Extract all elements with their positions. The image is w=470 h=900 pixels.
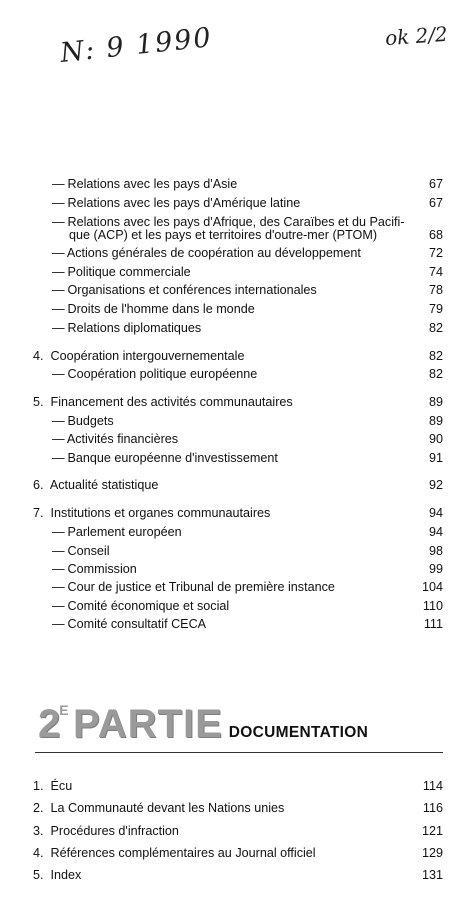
toc-item-bei[interactable]: — Banque européenne d'investissement — [52, 451, 278, 465]
toc-item-asie[interactable]: — Relations avec les pays d'Asie — [52, 177, 238, 191]
toc-page: 78 — [428, 283, 443, 297]
part2-divider — [35, 752, 443, 753]
toc-page: 104 — [421, 580, 443, 594]
toc-item-activites-financieres[interactable]: — Activités financières — [52, 432, 179, 446]
part2-heading — [38, 702, 368, 748]
toc-page: 90 — [428, 432, 443, 446]
toc-item-amerique-latine[interactable]: — Relations avec les pays d'Amérique latine — [52, 196, 301, 210]
handwritten-check-note: ok 2/2 — [384, 21, 449, 51]
toc-page: 89 — [428, 395, 443, 409]
toc-item-droits-homme[interactable]: — Droits de l'homme dans le monde — [52, 302, 255, 316]
toc-section-7[interactable]: 7. Institutions et organes communautaires — [33, 506, 271, 520]
part2-item-ecu[interactable]: 1. Écu — [33, 779, 73, 793]
toc-item-ceca[interactable]: — Comité consultatif CECA — [52, 617, 207, 631]
toc-page: 116 — [422, 801, 443, 815]
toc-section-4[interactable]: 4. Coopération intergouvernementale — [33, 349, 245, 363]
part2-word: PARTIE — [73, 702, 223, 746]
part2-number: 2 — [38, 702, 62, 746]
toc-page: 92 — [428, 478, 443, 492]
toc-page: 121 — [421, 824, 443, 838]
toc-page: 99 — [428, 562, 443, 576]
toc-item-acp-line2: que (ACP) et les pays et territoires d'outre-mer (PTOM) — [69, 228, 378, 242]
toc-item-cour-justice[interactable]: — Cour de justice et Tribunal de première instance — [52, 580, 335, 594]
toc-item-parlement[interactable]: — Parlement européen — [52, 525, 182, 539]
part2-subtitle: DOCUMENTATION — [228, 724, 369, 741]
toc-item-relations-diplomatiques[interactable]: — Relations diplomatiques — [52, 321, 202, 335]
part2-superscript: E — [59, 702, 69, 718]
toc-item-budgets[interactable]: — Budgets — [52, 414, 114, 428]
toc-page: 72 — [428, 246, 443, 260]
toc-page: 67 — [428, 196, 443, 210]
part2-item-index[interactable]: 5. Index — [33, 868, 82, 882]
handwritten-issue-note: N: 9 1990 — [58, 22, 215, 69]
part2-item-nations-unies[interactable]: 2. La Communauté devant les Nations unies — [33, 801, 285, 815]
toc-item-politique-commerciale[interactable]: — Politique commerciale — [52, 265, 191, 279]
toc-item-commission[interactable]: — Commission — [52, 562, 137, 576]
toc-page: 74 — [428, 265, 443, 279]
toc-page: 82 — [428, 321, 443, 335]
part2-item-infraction[interactable]: 3. Procédures d'infraction — [33, 824, 179, 838]
toc-section-6[interactable]: 6. Actualité statistique — [33, 478, 159, 492]
toc-page: 67 — [428, 177, 443, 191]
toc-page: 110 — [422, 599, 443, 613]
toc-page: 79 — [428, 302, 443, 316]
toc-page: 82 — [428, 367, 443, 381]
toc-page: 129 — [421, 846, 443, 860]
toc-page: 94 — [428, 525, 443, 539]
toc-item-ces[interactable]: — Comité économique et social — [52, 599, 230, 613]
toc-page: 131 — [421, 868, 443, 882]
toc-page: 91 — [428, 451, 443, 465]
toc-page: 114 — [422, 779, 443, 793]
toc-page: 82 — [428, 349, 443, 363]
toc-page: 89 — [428, 414, 443, 428]
toc-section-5[interactable]: 5. Financement des activités communautaires — [33, 395, 293, 409]
toc-item-cooperation-politique[interactable]: — Coopération politique européenne — [52, 367, 258, 381]
toc-item-organisations[interactable]: — Organisations et conférences internationales — [52, 283, 317, 297]
toc-page: 68 — [428, 228, 443, 242]
toc-page: 98 — [428, 544, 443, 558]
toc-item-acp[interactable]: — Relations avec les pays d'Afrique, des Caraïbes et du Pacifi- — [52, 215, 405, 229]
toc-page: 94 — [428, 506, 443, 520]
toc-item-cooperation-dev[interactable]: — Actions générales de coopération au développement — [52, 246, 361, 260]
part2-item-journal-officiel[interactable]: 4. Références complémentaires au Journal officiel — [33, 846, 316, 860]
toc-item-conseil[interactable]: — Conseil — [52, 544, 110, 558]
toc-page: 111 — [423, 617, 443, 631]
